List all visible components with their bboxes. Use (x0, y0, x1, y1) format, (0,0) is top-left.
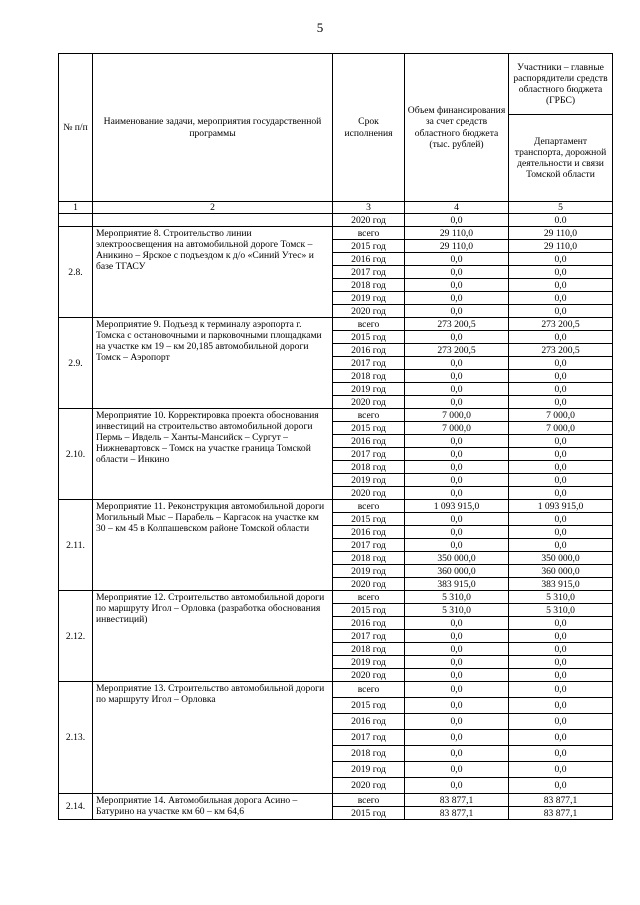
header-participants: Участники – главные распорядители средств областного бюджета (ГРБС) (509, 54, 613, 115)
department-cell: 0,0 (509, 383, 613, 396)
year-cell: 2020 год (333, 487, 405, 500)
department-cell: 83 877,1 (509, 807, 613, 820)
volume-cell: 0,0 (405, 266, 509, 279)
department-cell: 0,0 (509, 292, 613, 305)
volume-cell: 83 877,1 (405, 794, 509, 807)
year-cell: 2015 год (333, 513, 405, 526)
year-cell: 2018 год (333, 370, 405, 383)
department-cell: 0,0 (509, 762, 613, 778)
volume-cell: 0,0 (405, 656, 509, 669)
year-cell: всего (333, 227, 405, 240)
year-cell: 2015 год (333, 422, 405, 435)
year-cell: 2020 год (333, 778, 405, 794)
empty-cell (93, 214, 333, 227)
year-cell: 2015 год (333, 604, 405, 617)
volume-cell: 29 110,0 (405, 240, 509, 253)
department-cell: 83 877,1 (509, 794, 613, 807)
year-cell: всего (333, 591, 405, 604)
table-row (59, 318, 613, 331)
year-cell: 2015 год (333, 698, 405, 714)
department-cell: 0,0 (509, 487, 613, 500)
year-cell: 2015 год (333, 807, 405, 820)
header-term: Срок исполнения (333, 54, 405, 202)
year-cell: 2016 год (333, 435, 405, 448)
department-cell: 0,0 (509, 513, 613, 526)
year-cell: 2017 год (333, 630, 405, 643)
department-cell: 0,0 (509, 448, 613, 461)
department-cell: 350 000,0 (509, 552, 613, 565)
volume-cell: 0,0 (405, 474, 509, 487)
year-cell: 2018 год (333, 461, 405, 474)
column-number: 1 (59, 202, 93, 214)
volume-cell: 0,0 (405, 643, 509, 656)
department-cell: 0,0 (509, 305, 613, 318)
department-cell: 0,0 (509, 669, 613, 682)
department-cell: 0,0 (509, 266, 613, 279)
year-cell: 2019 год (333, 762, 405, 778)
volume-cell: 0,0 (405, 435, 509, 448)
year-cell: 2017 год (333, 357, 405, 370)
volume-cell: 0,0 (405, 513, 509, 526)
volume-cell: 0,0 (405, 396, 509, 409)
volume-cell: 0,0 (405, 539, 509, 552)
department-cell: 0,0 (509, 682, 613, 698)
volume-cell: 0,0 (405, 682, 509, 698)
year-cell: 2019 год (333, 656, 405, 669)
department-cell: 5 310,0 (509, 604, 613, 617)
department-cell: 0,0 (509, 461, 613, 474)
measure-number: 2.8. (59, 227, 93, 318)
department-cell: 7 000,0 (509, 409, 613, 422)
empty-cell (59, 214, 93, 227)
table-row (59, 214, 613, 227)
volume-cell: 5 310,0 (405, 604, 509, 617)
volume-cell: 0,0 (405, 461, 509, 474)
volume-cell: 5 310,0 (405, 591, 509, 604)
department-cell: 0,0 (509, 396, 613, 409)
year-cell: 2015 год (333, 240, 405, 253)
volume-cell: 0,0 (405, 279, 509, 292)
year-cell: 2020 год (333, 578, 405, 591)
column-number: 3 (333, 202, 405, 214)
department-cell: 0,0 (509, 617, 613, 630)
volume-cell: 350 000,0 (405, 552, 509, 565)
year-cell: 2019 год (333, 474, 405, 487)
department-cell: 1 093 915,0 (509, 500, 613, 513)
year-cell: 2018 год (333, 279, 405, 292)
department-cell: 0,0 (509, 539, 613, 552)
column-number: 4 (405, 202, 509, 214)
table-row (59, 682, 613, 698)
volume-cell: 0,0 (405, 448, 509, 461)
measure-number: 2.11. (59, 500, 93, 591)
measure-description: Мероприятие 10. Корректировка проекта обоснования инвестиций на строительство автомобильной дороги Пермь – Ивдель – Ханты-Мансийск – Сургут – Нижневартовск – Томск на участке граница Томской области – Инкино (93, 409, 333, 500)
year-cell: 2016 год (333, 344, 405, 357)
year-cell: 2017 год (333, 266, 405, 279)
department-cell: 273 200,5 (509, 318, 613, 331)
volume-cell: 0,0 (405, 292, 509, 305)
table-row (59, 794, 613, 807)
column-number: 2 (93, 202, 333, 214)
year-cell: всего (333, 409, 405, 422)
department-cell: 360 000,0 (509, 565, 613, 578)
volume-cell: 273 200,5 (405, 344, 509, 357)
measure-number: 2.13. (59, 682, 93, 794)
measure-description: Мероприятие 9. Подъезд к терминалу аэропорта г. Томска с остановочными и парковочными площадками на участке км 19 – км 20,185 автомобильной дороги Томск – Аэропорт (93, 318, 333, 409)
year-cell: 2019 год (333, 292, 405, 305)
year-cell: 2020 год (333, 396, 405, 409)
header-department: Департамент транспорта, дорожной деятельности и связи Томской области (509, 115, 613, 202)
volume-cell: 0,0 (405, 714, 509, 730)
department-cell: 383 915,0 (509, 578, 613, 591)
volume-cell: 1 093 915,0 (405, 500, 509, 513)
header-volume: Объем финансирования за счет средств областного бюджета (тыс. рублей) (405, 54, 509, 202)
year-cell: всего (333, 318, 405, 331)
department-cell: 0,0 (509, 630, 613, 643)
department-cell: 29 110,0 (509, 227, 613, 240)
volume-cell: 360 000,0 (405, 565, 509, 578)
volume-cell: 383 915,0 (405, 578, 509, 591)
column-number: 5 (509, 202, 613, 214)
department-cell: 29 110,0 (509, 240, 613, 253)
department-cell: 0,0 (509, 643, 613, 656)
department-cell: 0,0 (509, 370, 613, 383)
year-cell: 2016 год (333, 526, 405, 539)
year-cell: 2018 год (333, 746, 405, 762)
financing-table (58, 53, 613, 820)
department-cell: 0,0 (509, 357, 613, 370)
year-cell: 2020 год (333, 305, 405, 318)
year-cell: 2020 год (333, 214, 405, 227)
measure-description: Мероприятие 12. Строительство автомобильной дороги по маршруту Игол – Орловка (разработка обоснования инвестиций) (93, 591, 333, 682)
measure-description: Мероприятие 11. Реконструкция автомобильной дороги Могильный Мыс – Парабель – Каргасок на участке км 30 – км 45 в Колпашевском районе Томской области (93, 500, 333, 591)
year-cell: всего (333, 794, 405, 807)
department-cell: 0,0 (509, 474, 613, 487)
year-cell: 2015 год (333, 331, 405, 344)
measure-number: 2.9. (59, 318, 93, 409)
volume-cell: 273 200,5 (405, 318, 509, 331)
volume-cell: 0,0 (405, 253, 509, 266)
year-cell: 2016 год (333, 714, 405, 730)
table-row (59, 227, 613, 240)
department-cell: 0,0 (509, 279, 613, 292)
year-cell: 2019 год (333, 383, 405, 396)
department-cell: 0,0 (509, 746, 613, 762)
department-cell: 0,0 (509, 714, 613, 730)
measure-description: Мероприятие 13. Строительство автомобильной дороги по маршруту Игол – Орловка (93, 682, 333, 794)
year-cell: 2017 год (333, 730, 405, 746)
year-cell: 2018 год (333, 552, 405, 565)
year-cell: 2016 год (333, 617, 405, 630)
measure-description: Мероприятие 14. Автомобильная дорога Асино – Батурино на участке км 60 – км 64,6 (93, 794, 333, 820)
volume-cell: 0,0 (405, 383, 509, 396)
volume-cell: 0,0 (405, 331, 509, 344)
department-cell: 0.0 (509, 214, 613, 227)
year-cell: 2018 год (333, 643, 405, 656)
volume-cell: 0,0 (405, 630, 509, 643)
header-num: № п/п (59, 54, 93, 202)
department-cell: 7 000,0 (509, 422, 613, 435)
year-cell: 2020 год (333, 669, 405, 682)
department-cell: 0,0 (509, 253, 613, 266)
page-number: 5 (316, 20, 324, 35)
volume-cell: 0,0 (405, 214, 509, 227)
volume-cell: 0,0 (405, 526, 509, 539)
volume-cell: 0,0 (405, 305, 509, 318)
department-cell: 0,0 (509, 730, 613, 746)
department-cell: 0,0 (509, 331, 613, 344)
department-cell: 0,0 (509, 656, 613, 669)
year-cell: всего (333, 500, 405, 513)
volume-cell: 83 877,1 (405, 807, 509, 820)
volume-cell: 0,0 (405, 730, 509, 746)
year-cell: 2017 год (333, 539, 405, 552)
volume-cell: 0,0 (405, 746, 509, 762)
volume-cell: 0,0 (405, 617, 509, 630)
volume-cell: 0,0 (405, 370, 509, 383)
volume-cell: 0,0 (405, 698, 509, 714)
department-cell: 0,0 (509, 435, 613, 448)
department-cell: 0,0 (509, 778, 613, 794)
measure-number: 2.10. (59, 409, 93, 500)
department-cell: 273 200,5 (509, 344, 613, 357)
year-cell: 2017 год (333, 448, 405, 461)
volume-cell: 0,0 (405, 762, 509, 778)
measure-description: Мероприятие 8. Строительство линии электроосвещения на автомобильной дороге Томск – Аникино – Ярское с подъездом к д/о «Синий Утес» и базе ТГАСУ (93, 227, 333, 318)
volume-cell: 0,0 (405, 357, 509, 370)
year-cell: всего (333, 682, 405, 698)
department-cell: 0,0 (509, 526, 613, 539)
year-cell: 2016 год (333, 253, 405, 266)
volume-cell: 29 110,0 (405, 227, 509, 240)
volume-cell: 0,0 (405, 669, 509, 682)
volume-cell: 0,0 (405, 487, 509, 500)
year-cell: 2019 год (333, 565, 405, 578)
header-name: Наименование задачи, мероприятия государственной программы (93, 54, 333, 202)
measure-number: 2.14. (59, 794, 93, 820)
department-cell: 0,0 (509, 698, 613, 714)
department-cell: 5 310,0 (509, 591, 613, 604)
volume-cell: 7 000,0 (405, 409, 509, 422)
volume-cell: 7 000,0 (405, 422, 509, 435)
table-row (59, 500, 613, 513)
table-row (59, 591, 613, 604)
volume-cell: 0,0 (405, 778, 509, 794)
table-body (59, 214, 613, 820)
measure-number: 2.12. (59, 591, 93, 682)
table-row (59, 409, 613, 422)
